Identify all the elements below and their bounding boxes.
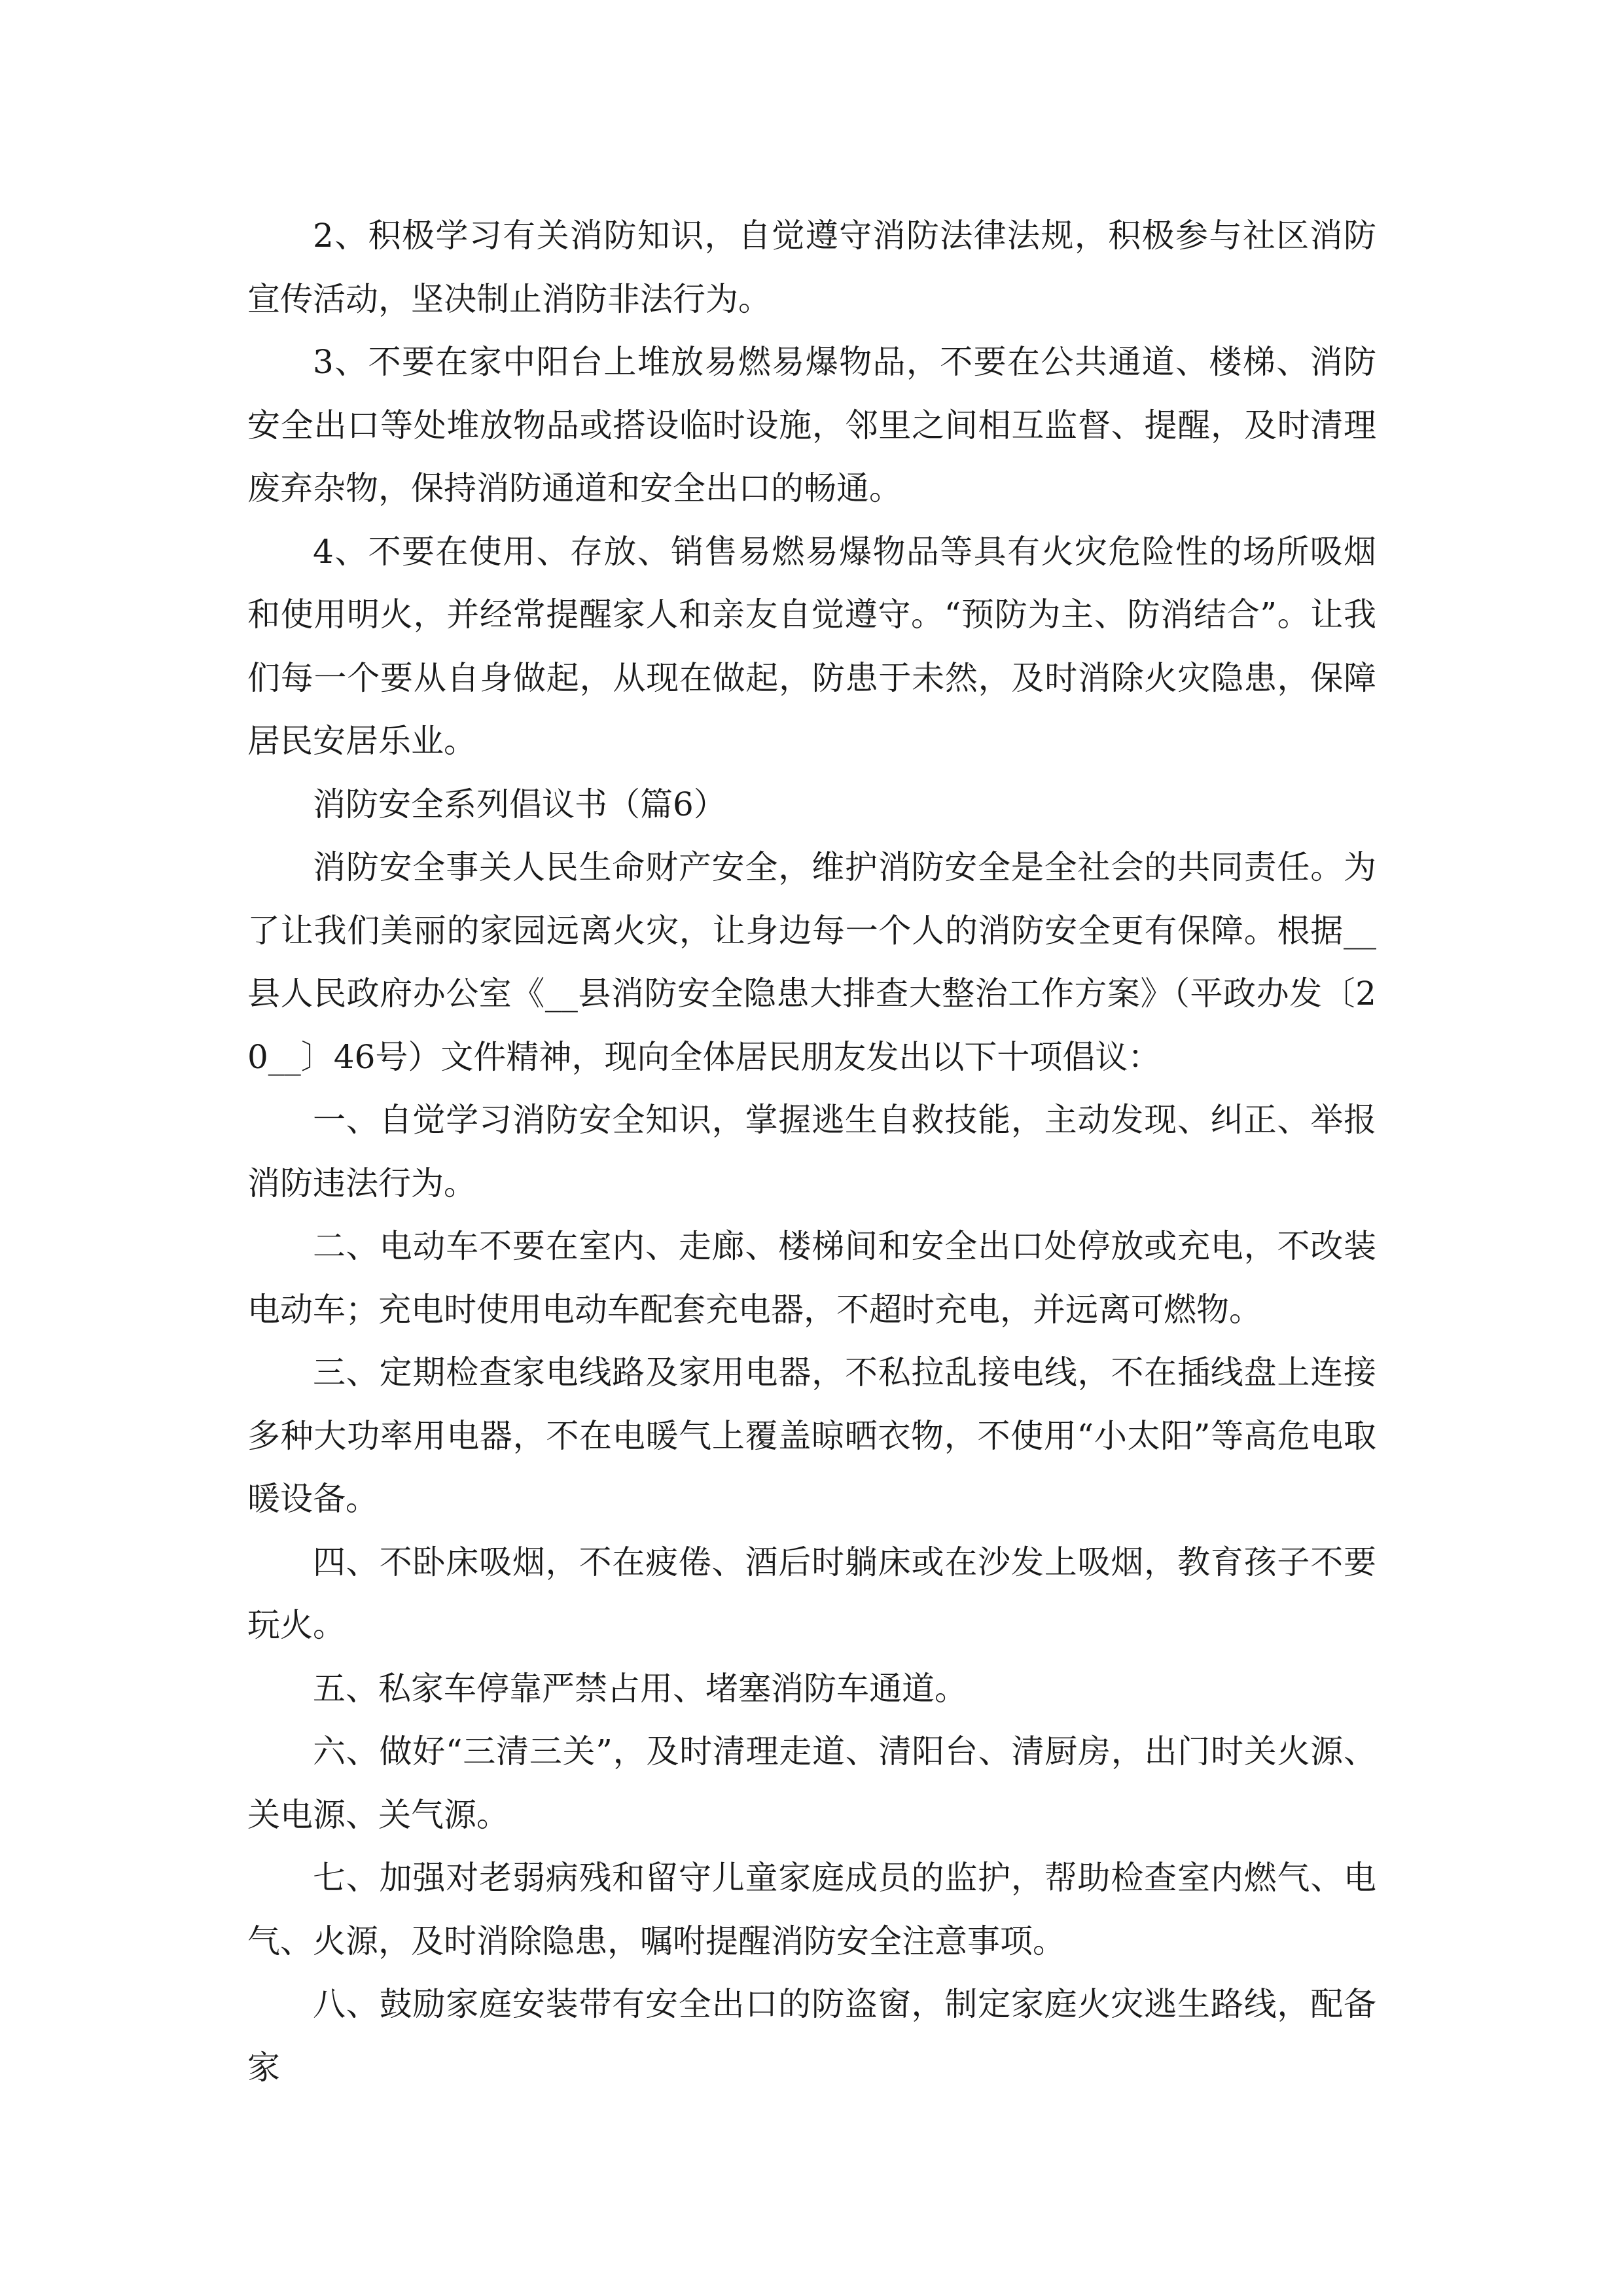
- paragraph-item-4: 4、不要在使用、存放、销售易燃易爆物品等具有火灾危险性的场所吸烟和使用明火，并经常提醒家人和亲友自觉遵守。“预防为主、防消结合”。让我们每一个要从自身做起，从现在做起，防患于未然，及时消除火灾隐患，保障居民安居乐业。: [247, 532, 1376, 760]
- section-heading: 消防安全系列倡议书（篇6）: [313, 785, 726, 823]
- proposal-item-3: 三、定期检查家电线路及家用电器，不私拉乱接电线，不在插线盘上连接多种大功率用电器，不在电暖气上覆盖晾晒衣物，不使用“小太阳”等高危电取暖设备。: [247, 1354, 1376, 1518]
- paragraph-item-2: 2、积极学习有关消防知识，自觉遵守消防法律法规，积极参与社区消防宣传活动，坚决制止消防非法行为。: [247, 217, 1376, 318]
- proposal-item-6: 六、做好“三清三关”，及时清理走道、清阳台、清厨房，出门时关火源、关电源、关气源。: [247, 1732, 1376, 1834]
- proposal-item-1: 一、自觉学习消防安全知识，掌握逃生自救技能，主动发现、纠正、举报消防违法行为。: [247, 1101, 1376, 1202]
- intro-paragraph: 消防安全事关人民生命财产安全，维护消防安全是全社会的共同责任。为了让我们美丽的家园远离火灾，让身边每一个人的消防安全更有保障。根据__县人民政府办公室《__县消防安全隐患大排查大整治工作方案》（平政办发〔20__〕46号）文件精神，现向全体居民朋友发出以下十项倡议：: [247, 848, 1376, 1076]
- proposal-item-5: 五、私家车停靠严禁占用、堵塞消防车通道。: [313, 1669, 967, 1708]
- proposal-item-8: 八、鼓励家庭安装带有安全出口的防盗窗，制定家庭火灾逃生路线，配备家: [247, 1985, 1376, 2087]
- document-page: [247, 204, 1376, 2099]
- proposal-item-7: 七、加强对老弱病残和留守儿童家庭成员的监护，帮助检查室内燃气、电气、火源，及时消除隐患，嘱咐提醒消防安全注意事项。: [247, 1859, 1376, 1960]
- paragraph-item-3: 3、不要在家中阳台上堆放易燃易爆物品，不要在公共通道、楼梯、消防安全出口等处堆放物品或搭设临时设施，邻里之间相互监督、提醒，及时清理废弃杂物，保持消防通道和安全出口的畅通。: [247, 343, 1376, 507]
- proposal-item-4: 四、不卧床吸烟，不在疲倦、酒后时躺床或在沙发上吸烟，教育孩子不要玩火。: [247, 1543, 1376, 1644]
- proposal-item-2: 二、电动车不要在室内、走廊、楼梯间和安全出口处停放或充电，不改装电动车；充电时使用电动车配套充电器，不超时充电，并远离可燃物。: [247, 1227, 1376, 1329]
